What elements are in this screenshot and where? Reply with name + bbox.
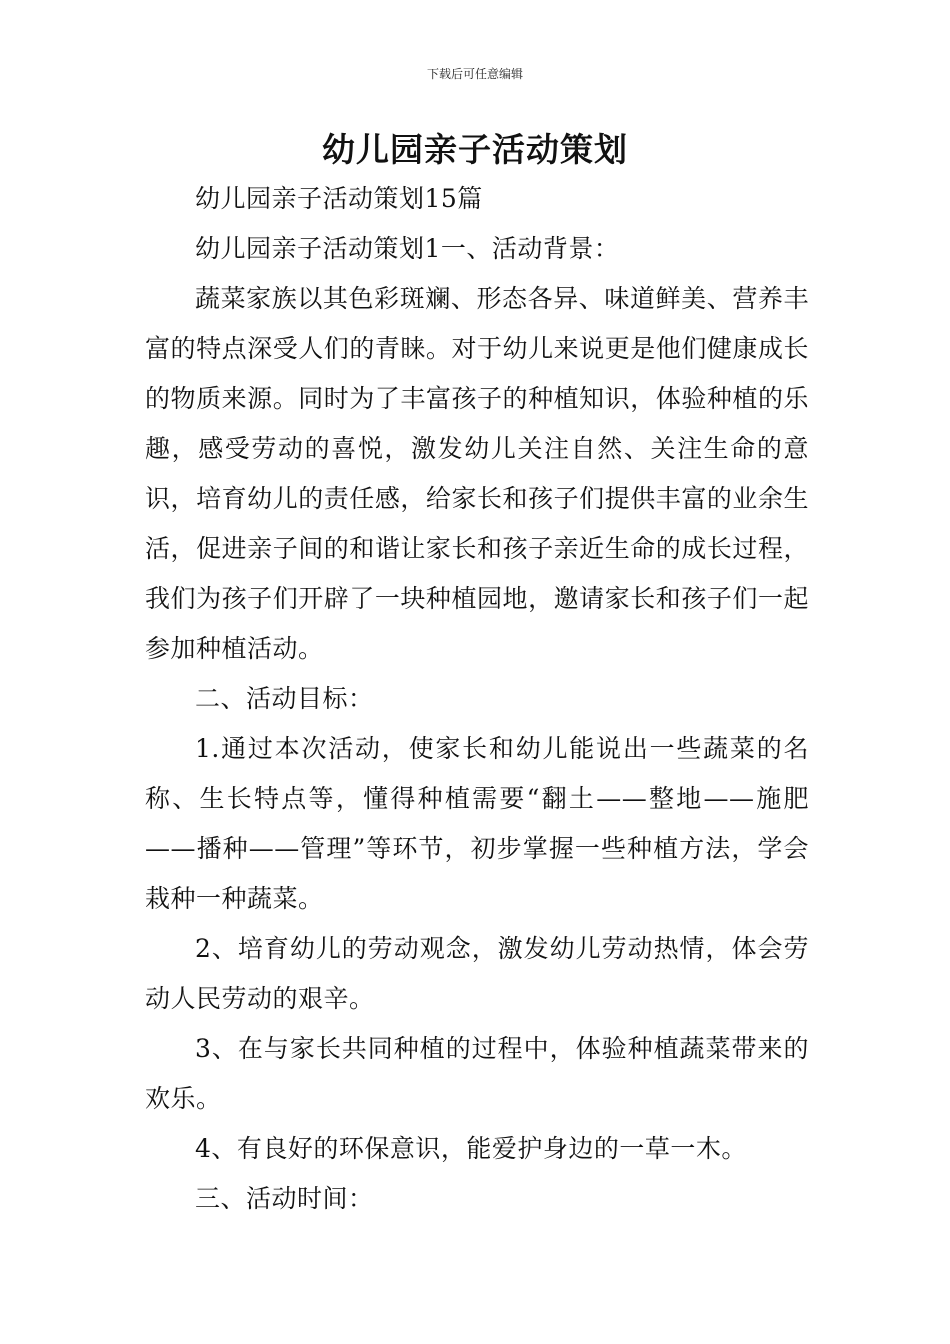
section-heading-background: 幼儿园亲子活动策划1一、活动背景： <box>195 234 620 263</box>
section-heading-time: 三、活动时间： <box>195 1184 374 1213</box>
background-paragraph: 蔬菜家族以其色彩斑斓、形态各异、味道鲜美、营养丰富的特点深受人们的青睐。对于幼儿来说更是他们健康成长的物质来源。同时为了丰富孩子的种植知识，体验种植的乐趣，感受劳动的喜悦，激发幼儿关注自然、关注生命的意识，培育幼儿的责任感，给家长和孩子们提供丰富的业余生活，促进亲子间的和谐让家长和孩子亲近生命的成长过程，我们为孩子们开辟了一块种植园地，邀请家长和孩子们一起参加种植活动。 <box>145 284 809 663</box>
goal-item-3: 3、在与家长共同种植的过程中，体验种植蔬菜带来的欢乐。 <box>145 1034 809 1113</box>
goal-item-1: 1.通过本次活动，使家长和幼儿能说出一些蔬菜的名称、生长特点等，懂得种植需要“翻土——整地——施肥——播种——管理”等环节，初步掌握一些种植方法，学会栽种一种蔬菜。 <box>145 734 809 913</box>
goal-item-2: 2、培育幼儿的劳动观念，激发幼儿劳动热情，体会劳动人民劳动的艰辛。 <box>145 934 809 1013</box>
subtitle-paragraph: 幼儿园亲子活动策划15篇 <box>195 184 483 213</box>
header-note: 下载后可任意编辑 <box>426 67 523 81</box>
document-title: 幼儿园亲子活动策划 <box>322 130 628 169</box>
document-body <box>145 174 809 1224</box>
section-heading-goals: 二、活动目标： <box>195 684 374 713</box>
goal-item-4: 4、有良好的环保意识，能爱护身边的一草一木。 <box>195 1134 747 1163</box>
